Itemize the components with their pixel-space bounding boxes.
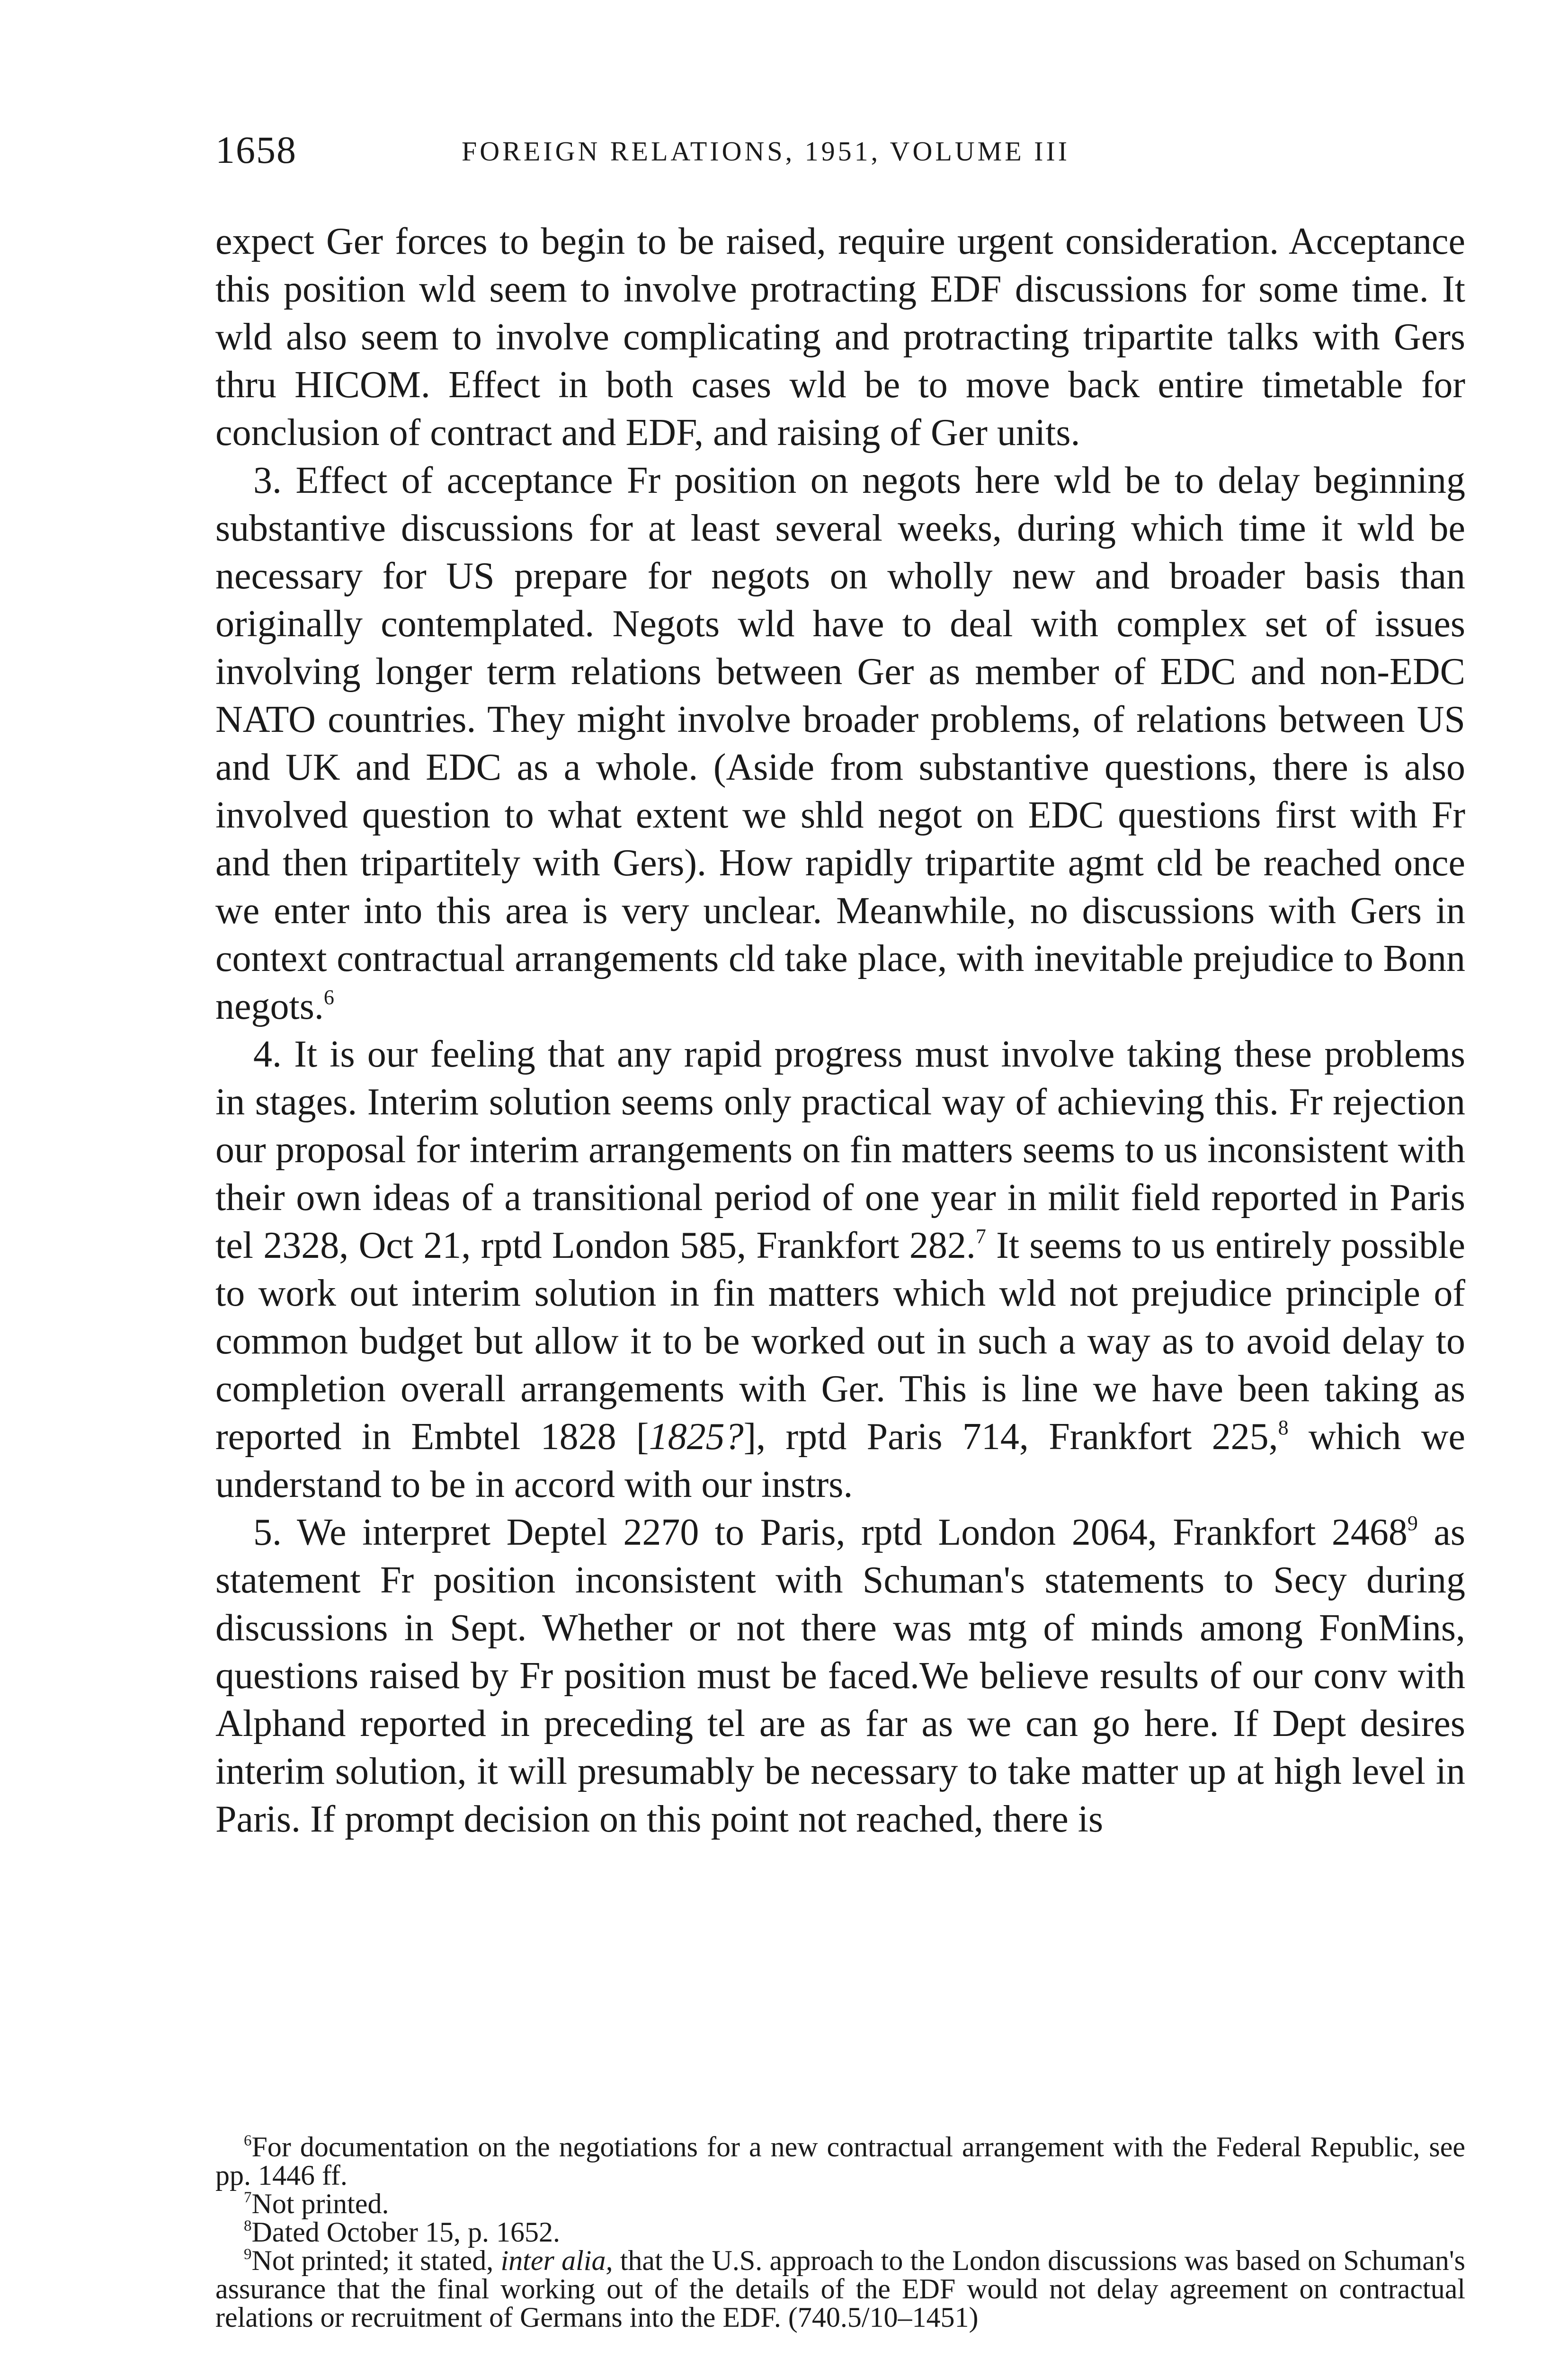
footnote-6: $^6$For documentation on the negotiations for a new contractual arrangement with the Federal Republic, see pp. 1446 ff. — [215, 2131, 1465, 2191]
footnote-ref-6[interactable]: 6 — [323, 986, 334, 1009]
footnotes — [215, 2133, 1465, 2331]
bracket-correction: 1825? — [649, 1416, 744, 1458]
paragraph-4: 4. It is our feeling that any rapid progress must involve taking these problems in stages. Interim solution seems only practical way of achieving this. Fr rejection our proposal for interim arrangements on fin matters seems to us inconsistent with their own ideas of a transitional period of one year in milit field reported in Paris tel 2328, Oct 21, rptd London 585, Frankfort 282.$^7$ It seems to us entirely possible to work out interim solution in fin matters which wld not prejudice principle of common budget but allow it to be worked out in such a way as to avoid delay to completion overall arrangements with Ger. This is line we have been taking as reported in Embtel 1828 [1825?], rptd Paris 714, Frankfort 225,$^8$ which we understand to be in accord with our instrs. — [215, 1033, 1466, 1505]
paragraph-continued: expect Ger forces to begin to be raised, require urgent consideration. Acceptance this position wld seem to involve protracting EDF discussions for some time. It wld also seem to involve complicating and protracting tripartite talks with Gers thru HICOM. Effect in both cases wld be to move back entire timetable for conclusion of contract and EDF, and raising of Ger units. — [215, 221, 1465, 454]
footnote-9: $^9$Not printed; it stated, inter alia, that the U.S. approach to the London discussions was based on Schuman's assurance that the final working out of the details of the EDF would not delay agreement on contractual relations or recruitment of Germans into the EDF. (740.5/10–1451) — [215, 2245, 1465, 2333]
paragraph-3: 3. Effect of acceptance Fr position on negots here wld be to delay beginning substantive discussions for at least several weeks, during which time it wld be necessary for US prepare for negots on wholly new and broader basis than originally contemplated. Negots wld have to deal with complex set of issues involving longer term relations between Ger as member of EDC and non-EDC NATO countries. They might involve broader problems, of relations between US and UK and EDC as a whole. (Aside from substantive questions, there is also involved question to what extent we shld negot on EDC questions first with Fr and then tripartitely with Gers). How rapidly tripartite agmt cld be reached once we enter into this area is very unclear. Meanwhile, no discussions with Gers in context contractual arrangements cld take place, with inevitable prejudice to Bonn negots.$^6$ — [215, 460, 1465, 1027]
page-header — [215, 128, 1465, 180]
running-head: FOREIGN RELATIONS, 1951, VOLUME III — [462, 136, 1070, 167]
body-text — [215, 218, 1465, 1843]
footnote-ref-7[interactable]: 7 — [975, 1225, 986, 1248]
footnote-ref-8[interactable]: 8 — [1278, 1416, 1289, 1440]
footnote-ref-9[interactable]: 9 — [1407, 1512, 1418, 1535]
paragraph-5: 5. We interpret Deptel 2270 to Paris, rptd London 2064, Frankfort 2468$^9$ as statement Fr position inconsistent with Schuman's statements to Secy during discussions in Sept. Whether or not there was mtg of minds among FonMins, questions raised by Fr position must be faced.We believe results of our conv with Alphand reported in preceding tel are as far as we can go here. If Dept desires interim solution, it will presumably be necessary to take matter up at high level in Paris. If prompt decision on this point not reached, there is — [215, 1512, 1466, 1840]
footnote-8: $^8$Dated October 15, p. 1652. — [244, 2216, 561, 2248]
footnote-7: $^7$Not printed. — [244, 2188, 389, 2219]
page-number: 1658 — [215, 128, 297, 171]
